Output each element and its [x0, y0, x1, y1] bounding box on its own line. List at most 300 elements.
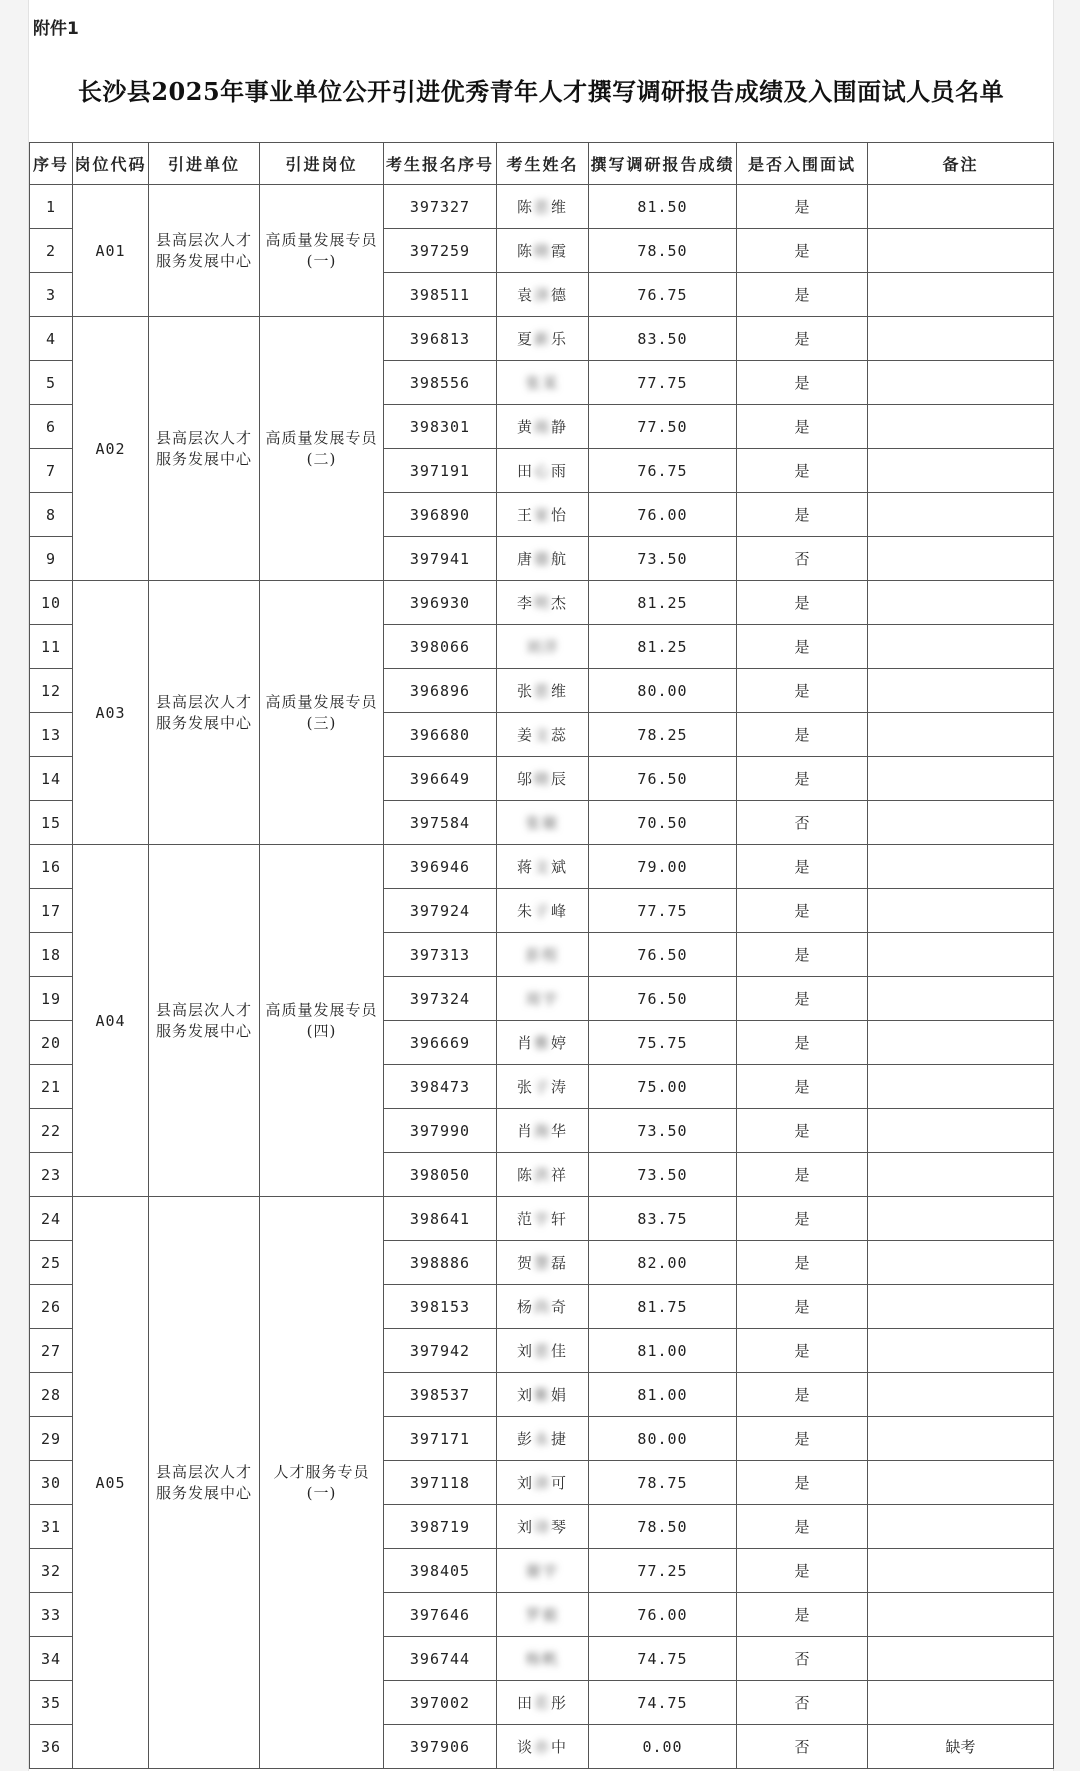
cell-no: 32 — [30, 1549, 73, 1593]
cell-note — [868, 1681, 1054, 1725]
cell-no: 27 — [30, 1329, 73, 1373]
cell-name — [497, 1021, 589, 1065]
cell-reg-no: 397327 — [384, 185, 497, 229]
cell-name — [497, 185, 589, 229]
cell-reg-no: 396744 — [384, 1637, 497, 1681]
cell-interview: 是 — [737, 669, 868, 713]
cell-reg-no: 398641 — [384, 1197, 497, 1241]
name-last-char: 彤 — [551, 1694, 569, 1712]
name-redacted: 宇 — [533, 1210, 551, 1228]
cell-score: 76.50 — [589, 933, 737, 977]
cell-interview: 是 — [737, 1461, 868, 1505]
cell-post-code: A01 — [73, 185, 149, 317]
cell-name — [497, 1373, 589, 1417]
name-last-char: 轩 — [551, 1210, 569, 1228]
name-redacted: 德 — [533, 550, 551, 568]
cell-no: 35 — [30, 1681, 73, 1725]
cell-reg-no: 396669 — [384, 1021, 497, 1065]
cell-no: 14 — [30, 757, 73, 801]
name-last-char: 磊 — [551, 1254, 569, 1272]
cell-post-code: A02 — [73, 317, 149, 581]
cell-no: 15 — [30, 801, 73, 845]
cell-name — [497, 713, 589, 757]
name-first-char: 谈 — [516, 1738, 534, 1756]
name-first-char: 姜 — [516, 726, 534, 744]
name-first-char: 杨 — [516, 1298, 534, 1316]
name-last-char: 佳 — [551, 1342, 569, 1360]
cell-no: 26 — [30, 1285, 73, 1329]
cell-note — [868, 1417, 1054, 1461]
name-first-char: 夏 — [516, 330, 534, 348]
cell-name — [497, 933, 589, 977]
cell-reg-no: 398405 — [384, 1549, 497, 1593]
cell-no: 20 — [30, 1021, 73, 1065]
cell-name — [497, 1681, 589, 1725]
cell-name — [497, 449, 589, 493]
cell-interview: 否 — [737, 1725, 868, 1769]
name-redacted: 明 — [533, 594, 551, 612]
cell-reg-no: 397646 — [384, 1593, 497, 1637]
table-row — [30, 185, 1054, 229]
cell-interview: 是 — [737, 1417, 868, 1461]
name-last-char: 杰 — [551, 594, 569, 612]
name-first-char: 刘 — [516, 1342, 534, 1360]
cell-reg-no: 397313 — [384, 933, 497, 977]
name-first-char: 刘 — [516, 1474, 534, 1492]
cell-note — [868, 1329, 1054, 1373]
cell-score: 73.50 — [589, 537, 737, 581]
cell-interview: 是 — [737, 1241, 868, 1285]
name-redacted: 紫 — [533, 1386, 551, 1404]
cell-reg-no: 397906 — [384, 1725, 497, 1769]
cell-score: 0.00 — [589, 1725, 737, 1769]
cell-score: 81.25 — [589, 625, 737, 669]
cell-interview: 是 — [737, 581, 868, 625]
cell-unit: 县高层次人才服务发展中心 — [149, 581, 260, 845]
cell-reg-no: 398886 — [384, 1241, 497, 1285]
cell-interview: 是 — [737, 1329, 868, 1373]
cell-interview: 是 — [737, 1373, 868, 1417]
name-last-char: 德 — [551, 286, 569, 304]
cell-no: 29 — [30, 1417, 73, 1461]
cell-no: 11 — [30, 625, 73, 669]
cell-reg-no: 397191 — [384, 449, 497, 493]
cell-reg-no: 396946 — [384, 845, 497, 889]
cell-score: 83.50 — [589, 317, 737, 361]
cell-score: 77.75 — [589, 361, 737, 405]
name-last-char: 捷 — [551, 1430, 569, 1448]
cell-note — [868, 1197, 1054, 1241]
document-sheet — [28, 0, 1054, 1771]
name-redacted: 心 — [533, 462, 551, 480]
cell-reg-no: 397324 — [384, 977, 497, 1021]
cell-no: 30 — [30, 1461, 73, 1505]
cell-note — [868, 1373, 1054, 1417]
name-redacted: 诗 — [533, 1518, 551, 1536]
name-redacted: 文 — [533, 858, 551, 876]
cell-reg-no: 398511 — [384, 273, 497, 317]
cell-reg-no: 397259 — [384, 229, 497, 273]
cell-name — [497, 229, 589, 273]
cell-name — [497, 1065, 589, 1109]
name-last-char: 娟 — [551, 1386, 569, 1404]
cell-name — [497, 801, 589, 845]
attachment-label: 附件1 — [33, 19, 79, 39]
cell-note — [868, 537, 1054, 581]
cell-name — [497, 757, 589, 801]
cell-reg-no: 397584 — [384, 801, 497, 845]
name-first-char: 肖 — [516, 1122, 534, 1140]
cell-score: 78.50 — [589, 229, 737, 273]
cell-interview: 是 — [737, 933, 868, 977]
cell-no: 18 — [30, 933, 73, 977]
cell-unit: 县高层次人才服务发展中心 — [149, 317, 260, 581]
cell-no: 12 — [30, 669, 73, 713]
cell-note: 缺考 — [868, 1725, 1054, 1769]
name-first-char: 刘 — [516, 1518, 534, 1536]
cell-interview: 是 — [737, 1197, 868, 1241]
cell-name — [497, 361, 589, 405]
cell-name — [497, 1549, 589, 1593]
cell-note — [868, 273, 1054, 317]
col-header-no: 序号 — [30, 143, 73, 185]
cell-name — [497, 405, 589, 449]
cell-interview: 是 — [737, 625, 868, 669]
cell-name — [497, 1461, 589, 1505]
cell-score: 77.50 — [589, 405, 737, 449]
cell-interview: 是 — [737, 713, 868, 757]
cell-interview: 是 — [737, 449, 868, 493]
cell-reg-no: 398066 — [384, 625, 497, 669]
name-first-char: 邬 — [516, 770, 534, 788]
name-first-char: 贺 — [516, 1254, 534, 1272]
cell-score: 74.75 — [589, 1681, 737, 1725]
name-last-char: 祥 — [551, 1166, 569, 1184]
cell-name — [497, 273, 589, 317]
name-last-char: 婷 — [551, 1034, 569, 1052]
cell-score: 81.25 — [589, 581, 737, 625]
name-redacted: 若 — [533, 1694, 551, 1712]
cell-no: 31 — [30, 1505, 73, 1549]
cell-note — [868, 1065, 1054, 1109]
cell-no: 25 — [30, 1241, 73, 1285]
cell-note — [868, 1241, 1054, 1285]
name-redacted: 罗毅 — [525, 1606, 560, 1624]
results-table — [29, 142, 1054, 1769]
col-header-unit: 引进单位 — [149, 143, 260, 185]
name-last-char: 辰 — [551, 770, 569, 788]
name-redacted: 晓 — [533, 770, 551, 788]
cell-reg-no: 396890 — [384, 493, 497, 537]
cell-note — [868, 933, 1054, 977]
cell-name — [497, 1197, 589, 1241]
cell-score: 76.00 — [589, 493, 737, 537]
cell-name — [497, 1241, 589, 1285]
name-last-char: 峰 — [551, 902, 569, 920]
name-redacted: 新 — [533, 330, 551, 348]
cell-note — [868, 229, 1054, 273]
cell-note — [868, 1109, 1054, 1153]
cell-note — [868, 1593, 1054, 1637]
cell-note — [868, 185, 1054, 229]
cell-score: 76.75 — [589, 273, 737, 317]
name-last-char: 维 — [551, 682, 569, 700]
cell-name — [497, 1329, 589, 1373]
cell-note — [868, 889, 1054, 933]
cell-score: 70.50 — [589, 801, 737, 845]
cell-no: 6 — [30, 405, 73, 449]
cell-no: 8 — [30, 493, 73, 537]
name-last-char: 可 — [551, 1474, 569, 1492]
cell-reg-no: 398719 — [384, 1505, 497, 1549]
name-redacted: 雨 — [533, 418, 551, 436]
cell-name — [497, 889, 589, 933]
name-redacted: 晓 — [533, 242, 551, 260]
name-last-char: 蕊 — [551, 726, 569, 744]
name-last-char: 中 — [551, 1738, 569, 1756]
name-redacted: 周宇 — [525, 990, 560, 1008]
table-header-row — [30, 143, 1054, 185]
cell-interview: 是 — [737, 845, 868, 889]
cell-name — [497, 581, 589, 625]
cell-note — [868, 625, 1054, 669]
name-last-char: 怡 — [551, 506, 569, 524]
cell-interview: 否 — [737, 801, 868, 845]
name-last-char: 航 — [551, 550, 569, 568]
name-redacted: 家 — [533, 506, 551, 524]
name-redacted: 雅 — [533, 1034, 551, 1052]
table-row — [30, 1197, 1054, 1241]
name-last-char: 维 — [551, 198, 569, 216]
cell-interview: 是 — [737, 185, 868, 229]
name-redacted: 子 — [533, 902, 551, 920]
name-last-char: 奇 — [551, 1298, 569, 1316]
cell-note — [868, 669, 1054, 713]
name-first-char: 黄 — [516, 418, 534, 436]
cell-interview: 是 — [737, 1593, 868, 1637]
cell-note — [868, 1505, 1054, 1549]
name-first-char: 田 — [516, 1694, 534, 1712]
name-redacted: 沛 — [533, 1474, 551, 1492]
cell-interview: 否 — [737, 1637, 868, 1681]
name-first-char: 彭 — [516, 1430, 534, 1448]
col-header-reg: 考生报名序号 — [384, 143, 497, 185]
cell-score: 80.00 — [589, 669, 737, 713]
cell-score: 75.00 — [589, 1065, 737, 1109]
cell-name — [497, 317, 589, 361]
cell-no: 24 — [30, 1197, 73, 1241]
cell-name — [497, 493, 589, 537]
cell-score: 78.50 — [589, 1505, 737, 1549]
cell-note — [868, 361, 1054, 405]
cell-interview: 是 — [737, 1021, 868, 1065]
cell-name — [497, 1153, 589, 1197]
name-redacted: 思 — [533, 1342, 551, 1360]
cell-no: 7 — [30, 449, 73, 493]
cell-interview: 是 — [737, 889, 868, 933]
name-first-char: 李 — [516, 594, 534, 612]
name-first-char: 陈 — [516, 1166, 534, 1184]
name-first-char: 张 — [516, 1078, 534, 1096]
name-redacted: 文 — [533, 726, 551, 744]
cell-note — [868, 581, 1054, 625]
name-redacted: 海 — [533, 1122, 551, 1140]
cell-reg-no: 398556 — [384, 361, 497, 405]
cell-no: 19 — [30, 977, 73, 1021]
cell-no: 4 — [30, 317, 73, 361]
name-first-char: 袁 — [516, 286, 534, 304]
cell-note — [868, 845, 1054, 889]
cell-reg-no: 396930 — [384, 581, 497, 625]
cell-score: 79.00 — [589, 845, 737, 889]
name-first-char: 肖 — [516, 1034, 534, 1052]
name-redacted: 尚 — [533, 1298, 551, 1316]
cell-name — [497, 625, 589, 669]
name-redacted: 洪 — [533, 1166, 551, 1184]
cell-name — [497, 977, 589, 1021]
name-first-char: 田 — [516, 462, 534, 480]
name-first-char: 张 — [516, 682, 534, 700]
name-redacted: 慧 — [533, 1254, 551, 1272]
cell-interview: 是 — [737, 977, 868, 1021]
cell-score: 73.50 — [589, 1109, 737, 1153]
cell-no: 17 — [30, 889, 73, 933]
name-redacted: 思 — [533, 198, 551, 216]
cell-interview: 是 — [737, 1153, 868, 1197]
cell-reg-no: 397924 — [384, 889, 497, 933]
cell-name — [497, 1285, 589, 1329]
cell-interview: 是 — [737, 1065, 868, 1109]
cell-name — [497, 1637, 589, 1681]
cell-score: 81.00 — [589, 1373, 737, 1417]
cell-note — [868, 1153, 1054, 1197]
cell-no: 34 — [30, 1637, 73, 1681]
cell-interview: 是 — [737, 273, 868, 317]
cell-reg-no: 397941 — [384, 537, 497, 581]
cell-note — [868, 493, 1054, 537]
cell-score: 81.75 — [589, 1285, 737, 1329]
cell-no: 28 — [30, 1373, 73, 1417]
cell-reg-no: 397171 — [384, 1417, 497, 1461]
cell-interview: 是 — [737, 757, 868, 801]
col-header-pass: 是否入围面试 — [737, 143, 868, 185]
cell-name — [497, 845, 589, 889]
cell-name — [497, 1109, 589, 1153]
cell-interview: 是 — [737, 1109, 868, 1153]
cell-post: 高质量发展专员(一) — [260, 185, 384, 317]
cell-reg-no: 398153 — [384, 1285, 497, 1329]
cell-score: 76.50 — [589, 977, 737, 1021]
cell-reg-no: 396896 — [384, 669, 497, 713]
cell-post: 高质量发展专员(三) — [260, 581, 384, 845]
table-row — [30, 317, 1054, 361]
cell-score: 75.75 — [589, 1021, 737, 1065]
cell-reg-no: 396649 — [384, 757, 497, 801]
cell-no: 5 — [30, 361, 73, 405]
cell-interview: 是 — [737, 405, 868, 449]
cell-no: 10 — [30, 581, 73, 625]
cell-no: 33 — [30, 1593, 73, 1637]
cell-reg-no: 398301 — [384, 405, 497, 449]
cell-reg-no: 398537 — [384, 1373, 497, 1417]
cell-reg-no: 398050 — [384, 1153, 497, 1197]
cell-no: 16 — [30, 845, 73, 889]
cell-post-code: A04 — [73, 845, 149, 1197]
cell-score: 83.75 — [589, 1197, 737, 1241]
name-first-char: 范 — [516, 1210, 534, 1228]
name-first-char: 刘 — [516, 1386, 534, 1404]
col-header-name: 考生姓名 — [497, 143, 589, 185]
col-header-post: 引进岗位 — [260, 143, 384, 185]
cell-note — [868, 1637, 1054, 1681]
cell-note — [868, 1021, 1054, 1065]
cell-note — [868, 449, 1054, 493]
cell-no: 9 — [30, 537, 73, 581]
cell-reg-no: 396680 — [384, 713, 497, 757]
cell-score: 82.00 — [589, 1241, 737, 1285]
cell-interview: 是 — [737, 1505, 868, 1549]
name-redacted: 谢宇 — [525, 1562, 560, 1580]
cell-post: 人才服务专员(一) — [260, 1197, 384, 1769]
cell-score: 73.50 — [589, 1153, 737, 1197]
cell-name — [497, 1725, 589, 1769]
cell-note — [868, 317, 1054, 361]
document-title: 长沙县2025年事业单位公开引进优秀青年人才撰写调研报告成绩及入围面试人员名单 — [77, 77, 1005, 106]
cell-interview: 是 — [737, 1549, 868, 1593]
cell-score: 76.75 — [589, 449, 737, 493]
col-header-note: 备注 — [868, 143, 1054, 185]
name-last-char: 乐 — [551, 330, 569, 348]
cell-reg-no: 397118 — [384, 1461, 497, 1505]
cell-no: 36 — [30, 1725, 73, 1769]
cell-note — [868, 713, 1054, 757]
name-last-char: 雨 — [551, 462, 569, 480]
cell-note — [868, 801, 1054, 845]
cell-name — [497, 1505, 589, 1549]
cell-reg-no: 396813 — [384, 317, 497, 361]
col-header-code: 岗位代码 — [73, 143, 149, 185]
cell-note — [868, 977, 1054, 1021]
name-first-char: 陈 — [516, 198, 534, 216]
cell-no: 23 — [30, 1153, 73, 1197]
cell-score: 78.25 — [589, 713, 737, 757]
cell-no: 3 — [30, 273, 73, 317]
name-last-char: 静 — [551, 418, 569, 436]
name-redacted: 亦 — [533, 1738, 551, 1756]
name-redacted: 泽 — [533, 286, 551, 304]
cell-interview: 是 — [737, 229, 868, 273]
cell-post: 高质量发展专员(四) — [260, 845, 384, 1197]
name-redacted: 彭程 — [525, 946, 560, 964]
cell-interview: 否 — [737, 537, 868, 581]
cell-interview: 是 — [737, 317, 868, 361]
name-first-char: 王 — [516, 506, 534, 524]
cell-name — [497, 537, 589, 581]
cell-no: 1 — [30, 185, 73, 229]
cell-post: 高质量发展专员(二) — [260, 317, 384, 581]
name-redacted: 子 — [533, 1078, 551, 1096]
cell-reg-no: 397002 — [384, 1681, 497, 1725]
cell-note — [868, 1549, 1054, 1593]
cell-score: 77.75 — [589, 889, 737, 933]
name-redacted: 思 — [533, 682, 551, 700]
cell-note — [868, 1285, 1054, 1329]
cell-score: 78.75 — [589, 1461, 737, 1505]
name-redacted: 张敏 — [525, 814, 560, 832]
cell-score: 81.00 — [589, 1329, 737, 1373]
col-header-score: 撰写调研报告成绩 — [589, 143, 737, 185]
cell-post-code: A05 — [73, 1197, 149, 1769]
